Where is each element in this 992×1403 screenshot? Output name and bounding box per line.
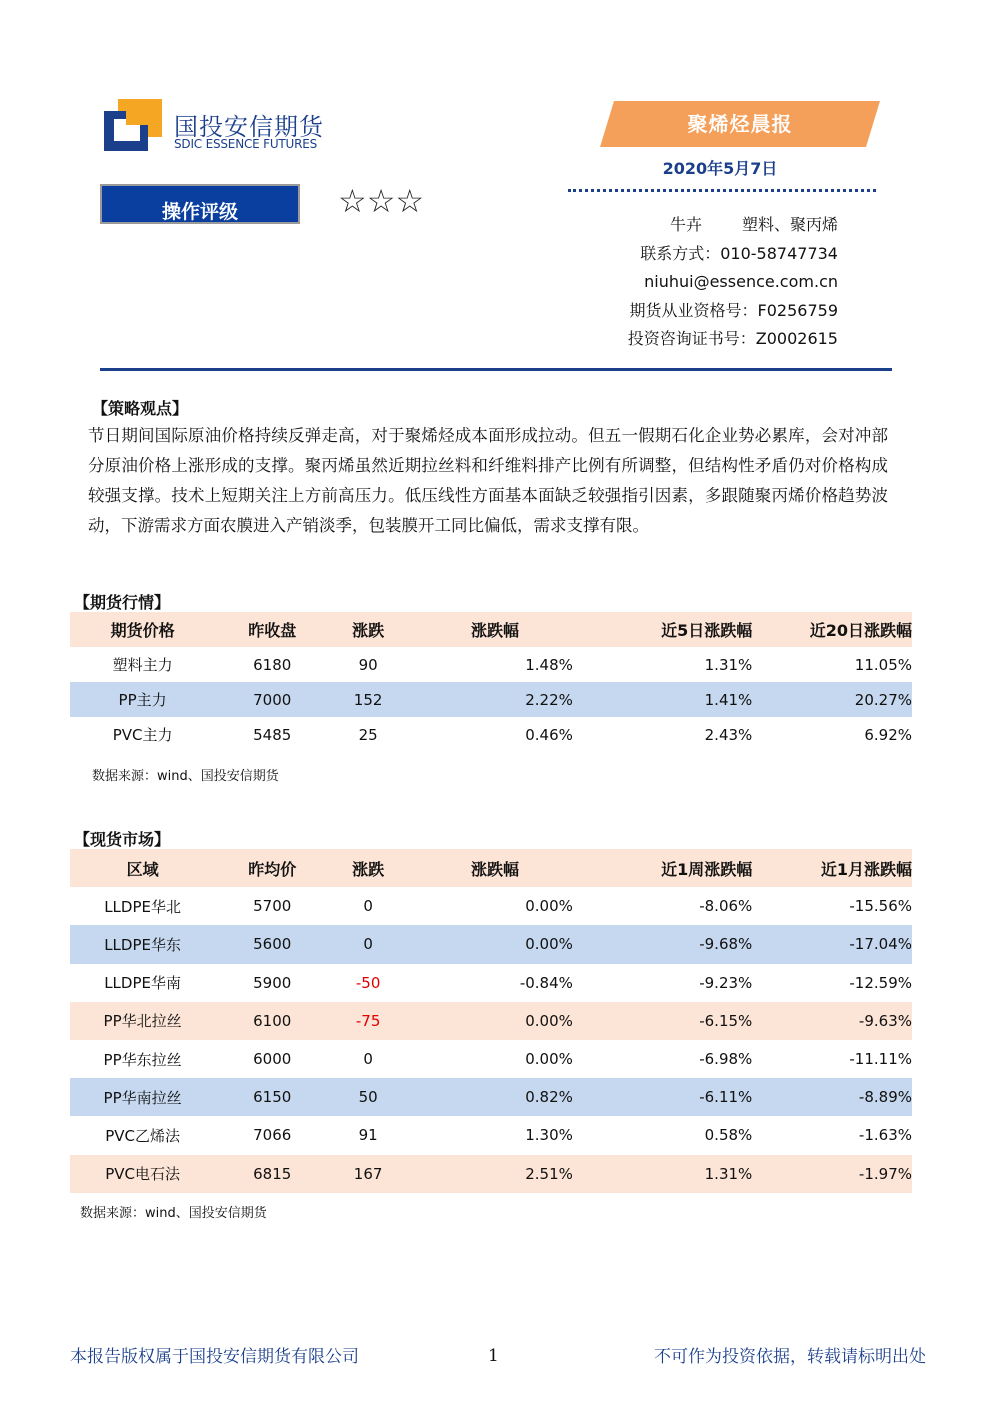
table-cell: 6000 <box>253 1050 292 1069</box>
table-cell: PVC乙烯法 <box>105 1126 180 1145</box>
footer-copyright: 本报告版权属于国投安信期货有限公司 <box>70 1347 359 1367</box>
table-cell: -9.23% <box>699 973 753 992</box>
analyst-info <box>628 211 838 354</box>
table-row <box>70 925 912 963</box>
table-cell: PVC主力 <box>112 726 173 744</box>
column-header: 区域 <box>126 859 159 879</box>
table-cell: 6815 <box>253 1164 292 1183</box>
table-cell: 91 <box>358 1126 378 1145</box>
report-title: 聚烯烃晨报 <box>687 112 793 136</box>
futures-table <box>70 612 912 752</box>
spot-heading: 【现货市场】 <box>74 830 171 849</box>
column-header: 涨跌 <box>352 859 385 879</box>
table-cell: PP主力 <box>118 691 167 709</box>
table-row <box>70 1040 912 1078</box>
logo-name-en: SDIC ESSENCE FUTURES <box>174 137 318 151</box>
table-cell: 2.43% <box>704 725 753 744</box>
column-header: 近1月涨跌幅 <box>820 859 912 879</box>
table-row <box>70 682 912 717</box>
analyst-name-row <box>628 211 838 240</box>
table-cell: 6150 <box>253 1088 292 1107</box>
table-cell: LLDPE华南 <box>104 974 181 993</box>
table-cell: 0.46% <box>525 725 573 744</box>
table-cell: -8.89% <box>858 1088 912 1107</box>
spot-table <box>70 849 912 1193</box>
table-cell: 90 <box>358 655 378 674</box>
table-cell: 0.00% <box>525 1050 573 1069</box>
column-header: 期货价格 <box>110 621 175 640</box>
table-cell-negative: -75 <box>355 1011 381 1030</box>
table-cell: -9.68% <box>699 935 753 954</box>
table-cell: -6.15% <box>699 1011 753 1030</box>
table-cell: 5600 <box>253 935 292 954</box>
table-cell: -9.63% <box>858 1011 912 1030</box>
table-cell: 0.58% <box>704 1126 753 1145</box>
table-cell: 2.22% <box>525 690 573 709</box>
table-cell: 152 <box>353 690 383 709</box>
table-cell: PVC电石法 <box>105 1165 180 1184</box>
table-cell: 0.00% <box>525 935 573 954</box>
page-number: 1 <box>488 1346 499 1366</box>
analyst-coverage: 塑料、聚丙烯 <box>741 215 838 234</box>
table-row <box>70 1078 912 1116</box>
table-cell: LLDPE华东 <box>104 935 181 954</box>
strategy-text: 节日期间国际原油价格持续反弹走高，对于聚烯烃成本面形成拉动。但五一假期石化企业势必累库，会对冲部分原油价格上涨形成的支撑。聚丙烯虽然近期拉丝料和纤维料排产比例有所调整，但结构性矛盾仍对价格构成较强支撑。技术上短期关注上方前高压力。低压线性方面基本面缺乏较强指引因素，多跟随聚丙烯价格趋势波动，下游需求方面农膜进入产销淡季，包装膜开工同比偏低，需求支撑有限。 <box>88 426 888 535</box>
table-cell: -12.59% <box>849 973 912 992</box>
column-header: 昨收盘 <box>248 621 297 640</box>
strategy-heading: 【策略观点】 <box>92 399 189 418</box>
header-rule <box>100 368 892 371</box>
table-cell: -6.11% <box>699 1088 753 1107</box>
table-cell: LLDPE华北 <box>104 897 181 916</box>
table-cell: 6.92% <box>864 725 912 744</box>
table-cell: 1.48% <box>525 655 573 674</box>
column-header: 涨跌幅 <box>470 859 519 879</box>
table-cell: -1.97% <box>858 1164 912 1183</box>
dotted-divider <box>568 189 876 192</box>
table-row <box>70 717 912 752</box>
table-cell: 1.41% <box>704 690 753 709</box>
rating-label-box <box>100 184 300 224</box>
table-cell: -0.84% <box>519 973 573 992</box>
logo-mark-icon <box>104 99 162 151</box>
column-header: 近20日涨跌幅 <box>809 621 912 640</box>
column-header: 近5日涨跌幅 <box>661 621 753 640</box>
table-row <box>70 1002 912 1040</box>
analyst-name: 牛卉 <box>669 215 702 234</box>
rating-label: 操作评级 <box>161 201 238 223</box>
table-cell: 25 <box>358 725 378 744</box>
analyst-consult-cert: 投资咨询证书号：Z0002615 <box>627 329 838 348</box>
table-row <box>70 647 912 682</box>
rating-stars: ☆☆☆ <box>338 182 425 220</box>
table-cell: -8.06% <box>699 897 753 916</box>
company-logo <box>104 99 344 155</box>
table-header-row <box>70 849 912 887</box>
table-cell: 6100 <box>253 1011 292 1030</box>
column-header: 昨均价 <box>248 859 297 879</box>
table-cell: -11.11% <box>849 1050 912 1069</box>
footer-disclaimer: 不可作为投资依据，转载请标明出处 <box>654 1347 926 1367</box>
table-cell: 6180 <box>253 655 292 674</box>
table-cell: 5900 <box>253 973 292 992</box>
table-cell: 1.30% <box>525 1126 573 1145</box>
table-cell: 0 <box>363 935 373 954</box>
table-cell: 11.05% <box>854 655 912 674</box>
table-row <box>70 1116 912 1154</box>
report-date: 2020年5月7日 <box>662 159 778 178</box>
table-cell: 5485 <box>253 725 292 744</box>
column-header: 近1周涨跌幅 <box>661 859 753 879</box>
table-cell: 0.00% <box>525 1011 573 1030</box>
table-row <box>70 1155 912 1193</box>
table-cell: PP华南拉丝 <box>103 1088 182 1107</box>
table-cell: 0.00% <box>525 897 573 916</box>
spot-source: 数据来源：wind、国投安信期货 <box>80 1206 267 1221</box>
table-cell: 167 <box>353 1164 383 1183</box>
table-cell: 0 <box>363 897 373 916</box>
table-cell: 50 <box>358 1088 378 1107</box>
table-cell: 20.27% <box>854 690 912 709</box>
table-cell: 塑料主力 <box>112 656 173 674</box>
table-cell: -17.04% <box>849 935 912 954</box>
table-cell-negative: -50 <box>355 973 381 992</box>
table-cell: PP华东拉丝 <box>103 1050 182 1069</box>
table-cell: -15.56% <box>849 897 912 916</box>
report-title-banner <box>600 101 880 147</box>
analyst-license: 期货从业资格号：F0256759 <box>629 300 838 320</box>
futures-heading: 【期货行情】 <box>74 593 171 612</box>
column-header: 涨跌 <box>352 621 385 640</box>
table-row <box>70 887 912 925</box>
analyst-phone: 联系方式：010-58747734 <box>640 243 838 263</box>
table-cell: 2.51% <box>525 1164 573 1183</box>
table-row <box>70 964 912 1002</box>
futures-source: 数据来源：wind、国投安信期货 <box>92 769 279 784</box>
table-cell: 0 <box>363 1050 373 1069</box>
table-cell: 1.31% <box>704 655 753 674</box>
table-cell: 7000 <box>253 690 292 709</box>
logo-name-cn: 国投安信期货 <box>174 113 324 141</box>
table-cell: PP华北拉丝 <box>103 1012 182 1031</box>
table-cell: 7066 <box>253 1126 292 1145</box>
column-header: 涨跌幅 <box>470 621 519 640</box>
table-cell: 1.31% <box>704 1164 753 1183</box>
table-header-row <box>70 612 912 647</box>
analyst-email: niuhui@essence.com.cn <box>644 272 838 291</box>
table-cell: -6.98% <box>699 1050 753 1069</box>
table-cell: -1.63% <box>858 1126 912 1145</box>
table-cell: 0.82% <box>525 1088 573 1107</box>
table-cell: 5700 <box>253 897 292 916</box>
